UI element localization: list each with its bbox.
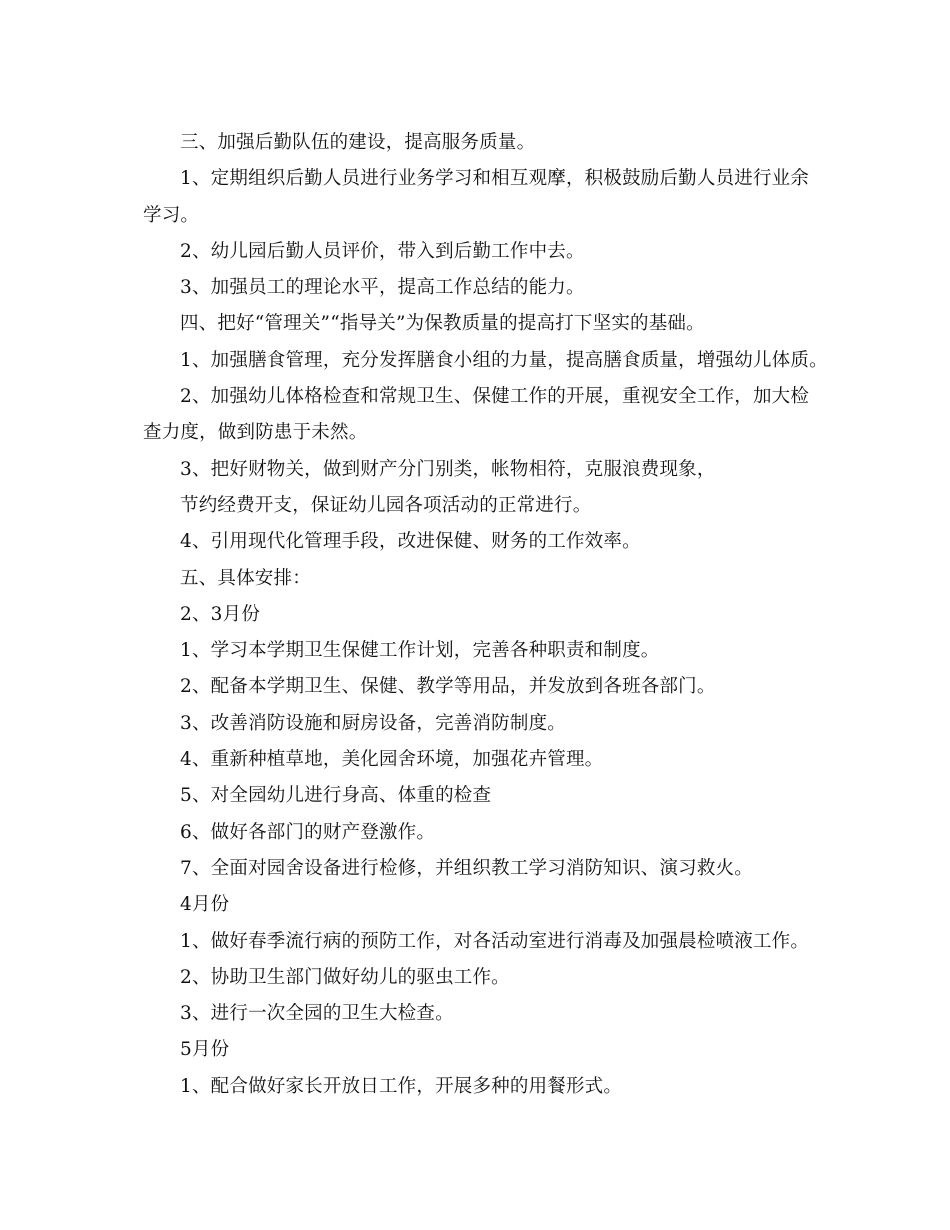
section-heading: 五、具体安排： <box>180 567 311 589</box>
list-item: 1、学习本学期卫生保健工作计划，完善各种职责和制度。 <box>180 640 660 662</box>
paragraph-line: 1、定期组织后勤人员进行业务学习和相互观摩，积极鼓励后勤人员进行业余 <box>180 168 810 190</box>
paragraph-line: 3、把好财物关，做到财产分门别类，帐物相符，克服浪费现象， <box>180 458 716 480</box>
section-heading: 四、把好“管理关”“指导关”为保教质量的提高打下坚实的基础。 <box>180 313 705 335</box>
paragraph-continuation: 查力度，做到防患于未然。 <box>143 422 368 444</box>
month-heading: 5月份 <box>180 1039 230 1061</box>
list-item: 1、做好春季流行病的预防工作，对各活动室进行消毒及加强晨检喷液工作。 <box>180 930 810 952</box>
section-heading: 三、加强后勤队伍的建设，提高服务质量。 <box>180 132 536 153</box>
list-item: 1、配合做好家长开放日工作，开展多种的用餐形式。 <box>180 1075 623 1097</box>
document-body <box>143 125 843 1105</box>
paragraph-line: 3、加强员工的理论水平，提高工作总结的能力。 <box>180 277 585 299</box>
list-item: 3、改善消防设施和厨房设备，完善消防制度。 <box>180 712 566 734</box>
paragraph-line: 1、加强膳食管理，充分发挥膳食小组的力量，提高膳食质量，增强幼儿体质。 <box>180 349 828 371</box>
paragraph-line: 节约经费开支，保证幼儿园各项活动的正常进行。 <box>180 494 592 516</box>
list-item: 2、协助卫生部门做好幼儿的驱虫工作。 <box>180 966 510 988</box>
list-item: 6、做好各部门的财产登激作。 <box>180 821 436 843</box>
paragraph-line: 4、引用现代化管理手段，改进保健、财务的工作效率。 <box>180 531 641 553</box>
list-item: 7、全面对园舍设备进行检修，并组织教工学习消防知识、演习救火。 <box>180 857 753 879</box>
list-item: 2、配备本学期卫生、保健、教学等用品，并发放到各班各部门。 <box>180 676 716 698</box>
list-item: 4、重新种植草地，美化园舍环境，加强花卉管理。 <box>180 749 604 771</box>
list-item: 3、进行一次全园的卫生大检查。 <box>180 1003 454 1025</box>
paragraph-line: 2、加强幼儿体格检查和常规卫生、保健工作的开展，重视安全工作，加大检 <box>180 386 810 408</box>
list-item: 5、对全园幼儿进行身高、体重的检查 <box>180 785 492 807</box>
paragraph-line: 2、幼儿园后勤人员评价，带入到后勤工作中去。 <box>180 240 585 262</box>
month-heading: 4月份 <box>180 894 230 916</box>
paragraph-continuation: 学习。 <box>143 204 200 226</box>
month-heading: 2、3月份 <box>180 603 261 625</box>
